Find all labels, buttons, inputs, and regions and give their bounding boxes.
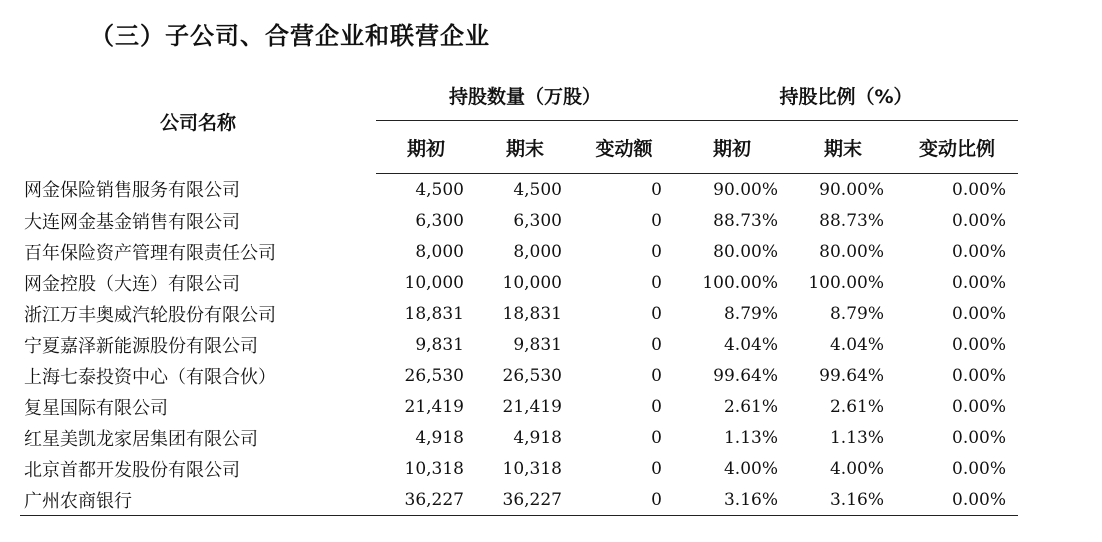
ratio-end-cell: 100.00% bbox=[808, 272, 884, 293]
shares-begin-cell: 36,227 bbox=[376, 484, 476, 516]
shares-end-cell: 4,500 bbox=[513, 179, 562, 200]
shares-change-cell: 0 bbox=[651, 272, 662, 293]
ratio-begin-cell: 99.64% bbox=[713, 365, 778, 386]
header-shares-group: 持股数量（万股） bbox=[376, 70, 674, 121]
table-row bbox=[20, 236, 1018, 267]
table-row bbox=[20, 298, 1018, 329]
company-name-cell: 浙江万丰奥威汽轮股份有限公司 bbox=[24, 304, 276, 326]
ratio-begin-cell: 100.00% bbox=[702, 272, 778, 293]
ratio-end-cell: 88.73% bbox=[819, 210, 884, 231]
ratio-change-cell: 0.00% bbox=[952, 365, 1007, 386]
shares-change-cell: 0 bbox=[651, 210, 662, 231]
ratio-begin-cell: 80.00% bbox=[713, 241, 778, 262]
table-row bbox=[20, 422, 1018, 453]
shares-begin-cell: 4,500 bbox=[415, 179, 464, 200]
header-shares-end: 期末 bbox=[476, 121, 574, 174]
ratio-begin-cell: 4.00% bbox=[723, 458, 778, 479]
ratio-change-cell: 0.00% bbox=[896, 484, 1018, 516]
shares-end-cell: 36,227 bbox=[476, 484, 574, 516]
shares-change-cell: 0 bbox=[651, 365, 662, 386]
shares-change-cell: 0 bbox=[651, 396, 662, 417]
ratio-change-cell: 0.00% bbox=[952, 427, 1007, 448]
shares-change-cell: 0 bbox=[651, 241, 662, 262]
header-company-name: 公司名称 bbox=[159, 112, 236, 135]
table-row bbox=[20, 174, 1018, 206]
company-name-cell: 北京首都开发股份有限公司 bbox=[24, 459, 240, 481]
ratio-change-cell: 0.00% bbox=[952, 458, 1007, 479]
company-name-cell: 网金控股（大连）有限公司 bbox=[24, 273, 240, 295]
table-row bbox=[20, 329, 1018, 360]
ratio-end-cell: 4.04% bbox=[829, 334, 884, 355]
ratio-begin-cell: 8.79% bbox=[723, 303, 778, 324]
table-row bbox=[20, 453, 1018, 484]
company-name-cell: 红星美凯龙家居集团有限公司 bbox=[24, 428, 258, 450]
shares-end-cell: 10,000 bbox=[502, 272, 562, 293]
header-ratio-group: 持股比例（%） bbox=[674, 70, 1018, 121]
shares-end-cell: 6,300 bbox=[513, 210, 562, 231]
table-row bbox=[20, 360, 1018, 391]
table-row bbox=[20, 267, 1018, 298]
shares-begin-cell: 6,300 bbox=[415, 210, 464, 231]
shares-change-cell: 0 bbox=[651, 458, 662, 479]
shares-end-cell: 26,530 bbox=[502, 365, 562, 386]
shares-change-cell: 0 bbox=[574, 484, 674, 516]
ratio-change-cell: 0.00% bbox=[952, 272, 1007, 293]
table-row bbox=[20, 205, 1018, 236]
header-ratio-change: 变动比例 bbox=[896, 121, 1018, 174]
ratio-end-cell: 3.16% bbox=[790, 484, 896, 516]
shares-end-cell: 9,831 bbox=[513, 334, 562, 355]
company-name-cell: 宁夏嘉泽新能源股份有限公司 bbox=[24, 335, 258, 357]
ratio-begin-cell: 1.13% bbox=[723, 427, 778, 448]
ratio-begin-cell: 90.00% bbox=[713, 179, 778, 200]
shares-begin-cell: 18,831 bbox=[404, 303, 464, 324]
ratio-change-cell: 0.00% bbox=[952, 334, 1007, 355]
shares-change-cell: 0 bbox=[651, 179, 662, 200]
ratio-end-cell: 80.00% bbox=[819, 241, 884, 262]
ratio-end-cell: 2.61% bbox=[829, 396, 884, 417]
shares-begin-cell: 9,831 bbox=[415, 334, 464, 355]
company-name-cell: 百年保险资产管理有限责任公司 bbox=[24, 242, 276, 264]
ratio-end-cell: 99.64% bbox=[819, 365, 884, 386]
shares-begin-cell: 10,318 bbox=[404, 458, 464, 479]
section-title: （三）子公司、合营企业和联营企业 bbox=[90, 22, 490, 50]
shares-change-cell: 0 bbox=[651, 303, 662, 324]
shares-change-cell: 0 bbox=[651, 427, 662, 448]
shares-begin-cell: 4,918 bbox=[415, 427, 464, 448]
ratio-end-cell: 8.79% bbox=[829, 303, 884, 324]
shares-end-cell: 4,918 bbox=[513, 427, 562, 448]
ratio-end-cell: 1.13% bbox=[829, 427, 884, 448]
ratio-change-cell: 0.00% bbox=[952, 179, 1007, 200]
ratio-begin-cell: 88.73% bbox=[713, 210, 778, 231]
ratio-change-cell: 0.00% bbox=[952, 210, 1007, 231]
shares-begin-cell: 21,419 bbox=[404, 396, 464, 417]
header-ratio-begin: 期初 bbox=[674, 121, 790, 174]
shares-end-cell: 21,419 bbox=[502, 396, 562, 417]
ratio-begin-cell: 2.61% bbox=[723, 396, 778, 417]
header-shares-change: 变动额 bbox=[574, 121, 674, 174]
company-name-cell: 网金保险销售服务有限公司 bbox=[24, 180, 240, 202]
ratio-change-cell: 0.00% bbox=[952, 396, 1007, 417]
shares-change-cell: 0 bbox=[651, 334, 662, 355]
company-name-cell: 大连网金基金销售有限公司 bbox=[24, 211, 240, 233]
shares-end-cell: 10,318 bbox=[502, 458, 562, 479]
header-shares-begin: 期初 bbox=[376, 121, 476, 174]
ratio-change-cell: 0.00% bbox=[952, 303, 1007, 324]
holdings-table bbox=[20, 70, 1018, 516]
shares-begin-cell: 8,000 bbox=[415, 241, 464, 262]
company-name-cell: 上海七泰投资中心（有限合伙） bbox=[24, 366, 276, 388]
ratio-begin-cell: 4.04% bbox=[723, 334, 778, 355]
ratio-end-cell: 4.00% bbox=[829, 458, 884, 479]
shares-end-cell: 18,831 bbox=[502, 303, 562, 324]
table-row bbox=[20, 484, 1018, 516]
ratio-end-cell: 90.00% bbox=[819, 179, 884, 200]
company-name-cell: 广州农商银行 bbox=[20, 484, 376, 516]
ratio-change-cell: 0.00% bbox=[952, 241, 1007, 262]
header-ratio-end: 期末 bbox=[790, 121, 896, 174]
shares-begin-cell: 10,000 bbox=[404, 272, 464, 293]
company-name-cell: 复星国际有限公司 bbox=[24, 397, 168, 419]
table-row bbox=[20, 391, 1018, 422]
shares-begin-cell: 26,530 bbox=[404, 365, 464, 386]
shares-end-cell: 8,000 bbox=[513, 241, 562, 262]
ratio-begin-cell: 3.16% bbox=[674, 484, 790, 516]
